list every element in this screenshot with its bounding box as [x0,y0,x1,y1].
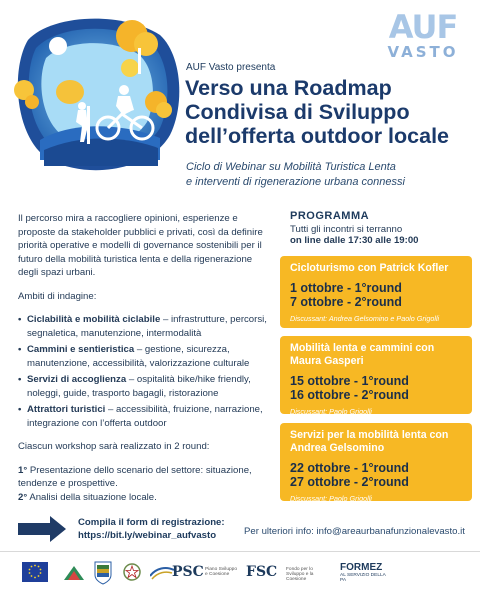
cyclists-illustration [10,10,185,180]
regione-abruzzo-emblem-icon [94,561,112,585]
partner-logos-footer [0,551,480,600]
info-contact[interactable]: Per ulteriori info: info@areaurbanafunzionalevasto.it [244,526,465,537]
subtitle [186,160,471,190]
card-dates [290,374,462,402]
registration-row [18,514,468,544]
card-dates [290,281,462,309]
card-dates [290,461,462,489]
ambiti-list [18,313,273,430]
arrow-right-icon [18,516,66,542]
formez-text: FORMEZ [340,562,383,573]
ambito-detail: – infrastrutture, percorsi, segnaletica, manutenzione, intermodalità [27,314,267,339]
card-discussants: Discussant: Paolo Grigolli [290,494,372,503]
subtitle-line: Ciclo di Webinar su Mobilità Turistica Lenta [186,161,396,173]
round-item [18,491,273,505]
page-title [185,76,470,148]
ambiti-label: Ambiti di indagine: [18,290,97,302]
formez-subtext: AL SERVIZIO DELLA PA [340,573,386,583]
psc-subtext: Piano Sviluppo e Coesione [205,567,238,577]
round-detail: Analisi della situazione locale. [27,491,157,503]
auf-vasto-logo [384,10,462,65]
ambito-detail: – accessibilità, fruizione, narrazione, integrazione con l’offerta outdoor [27,404,263,429]
list-item [18,403,273,430]
card-discussants: Discussant: Paolo Grigolli [290,407,372,416]
card-date: 16 ottobre - 2°round [290,388,409,402]
card-date: 15 ottobre - 1°round [290,374,409,388]
ambito-name: Attrattori turistici [27,404,106,415]
italian-republic-emblem-icon [122,561,142,585]
program-card [280,423,472,501]
card-discussants: Discussant: Andrea Gelsomino e Paolo Grigolli [290,314,440,323]
registration-label: Compila il form di registrazione: [78,517,225,528]
registration-text [78,516,225,542]
list-item [18,373,273,400]
program-header [290,210,470,246]
card-date: 7 ottobre - 2°round [290,295,402,309]
card-title: Mobilità lenta e cammini con Maura Gasperi [290,342,435,367]
registration-link[interactable]: https://bit.ly/webinar_aufvasto [78,530,217,541]
psc-logo [150,562,238,586]
presenter-line: AUF Vasto presenta [186,62,276,73]
round-detail: Presentazione dello scenario del settore: situazione, tendenze e prospettive. [18,464,252,489]
ambito-name: Servizi di accoglienza [27,374,127,385]
workshop-note: Ciascun workshop sarà realizzato in 2 round: [18,441,210,452]
logo-auf-text: AUF [388,8,458,46]
description-column [18,212,273,504]
list-item [18,313,273,340]
title-line: Verso una Roadmap [185,76,392,100]
program-title: PROGRAMMA [290,210,370,222]
round-item [18,464,273,491]
ambito-name: Ciclabilità e mobilità ciclabile [27,314,161,325]
ambito-detail: – ospitalità bike/hike friendly, noleggi, guide, trasporto bagagli, ristorazione [27,374,251,399]
fsc-logo [246,562,330,586]
logo-vasto-text: VASTO [387,43,459,61]
card-title: Servizi per la mobilità lenta con Andrea Gelsomino [290,429,449,454]
card-date: 22 ottobre - 1°round [290,461,409,475]
formez-logo [340,562,390,586]
program-line: Tutti gli incontri si terranno [290,224,403,235]
psc-text: PSC [172,564,204,580]
title-line: Condivisa di Sviluppo [185,100,410,124]
card-title: Cicloturismo con Patrick Kofler [290,262,449,274]
program-time: on line dalle 17:30 alle 19:00 [290,235,419,246]
program-card [280,256,472,328]
program-card [280,336,472,414]
psc-swoosh-icon [150,566,174,580]
card-date: 27 ottobre - 2°round [290,475,409,489]
subtitle-line: e interventi di rigenerazione urbana connessi [186,176,405,188]
card-date: 1 ottobre - 1°round [290,281,402,295]
ambito-detail: – gestione, sicurezza, manutenzione, accessibilità, valorizzazione culturale [27,344,250,369]
round-number: 2° [18,491,28,503]
fsc-subtext: Fondo per lo Sviluppo e la Coesione [286,567,314,582]
title-line: dell’offerta outdoor locale [185,124,449,148]
agency-logo-icon [62,562,86,584]
fsc-text: FSC [246,564,278,580]
round-number: 1° [18,464,28,476]
eu-flag-icon [22,562,48,582]
intro-paragraph: Il percorso mira a raccogliere opinioni, esperienze e proposte da stakeholder pubblici e privati, così da definire priorità operative e modelli di governance sostenibili per il futuro della mobilità turistica lenta e della rigenerazione degli spazi urbani. [18,213,263,278]
list-item [18,343,273,370]
ambito-name: Cammini e sentieristica [27,344,135,355]
